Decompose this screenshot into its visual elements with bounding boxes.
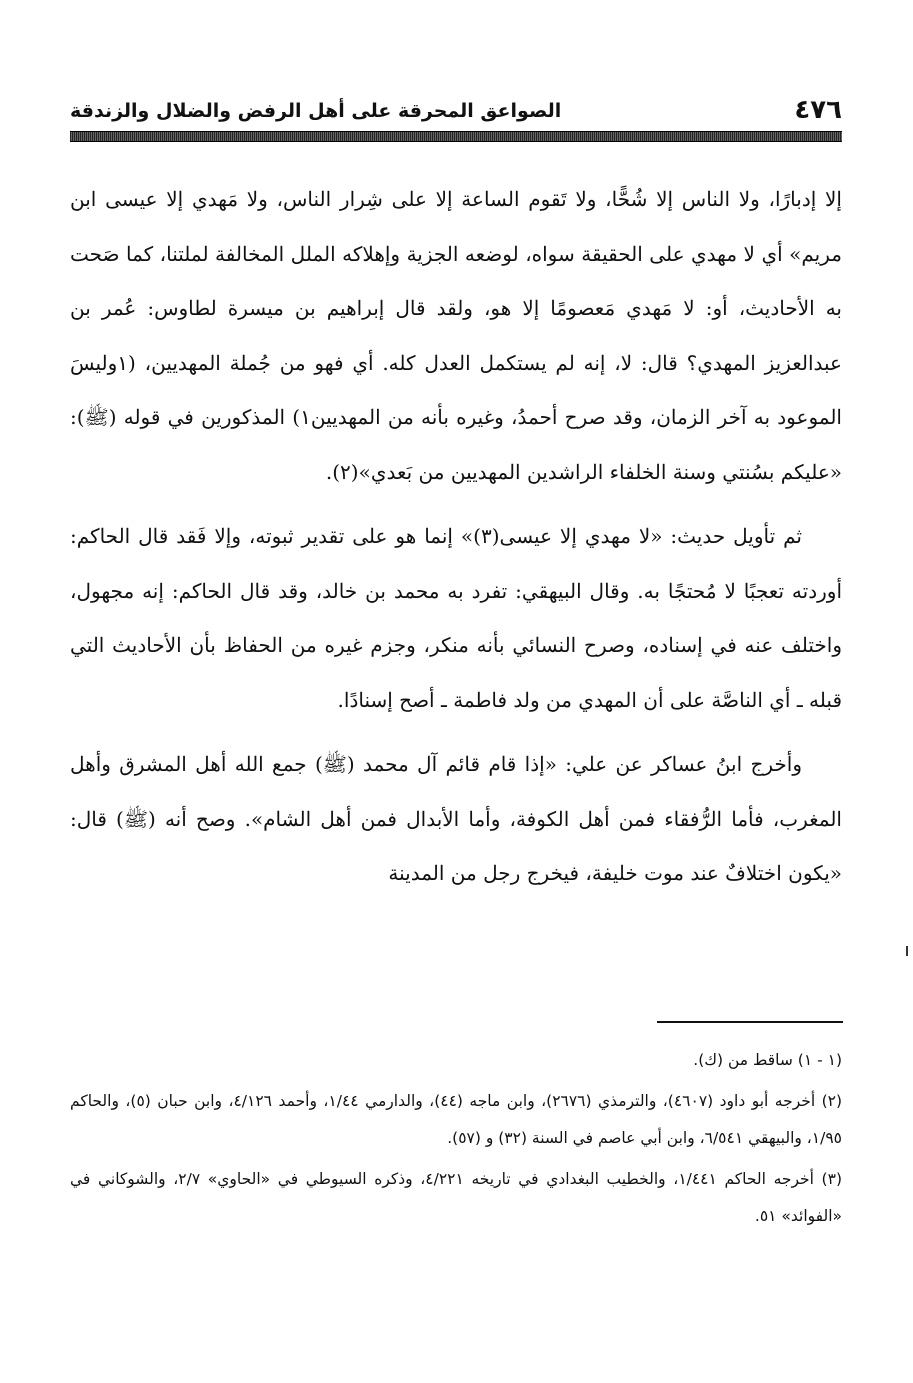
footnote-2: (٢) أخرجه أبو داود (٤٦٠٧)، والترمذي (٢٦٧٦)، وابن ماجه (٤٤)، والدارمي ١/٤٤، وأحمد ٤/١٢٦، وابن حبان (٥)، والحاكم ١/٩٥، والبيهقي ٦/٥٤١، وابن أبي عاصم في السنة (٣٢) و (٥٧). [70, 1092, 843, 1147]
body-text [70, 172, 842, 901]
footnote-3: (٣) أخرجه الحاكم ١/٤٤١، والخطيب البغدادي في تاريخه ٤/٢٢١، وذكره السيوطي في «الحاوي» ٢/٧، والشوكاني في «الفوائد» ٥١. [70, 1170, 842, 1225]
running-title: الصواعق المحرقة على أهل الرفض والضلال والزندقة [70, 100, 562, 122]
header-rule [70, 131, 842, 142]
footnote-1: (١ - ١) ساقط من (ك). [693, 1051, 842, 1069]
paragraph-2: ثم تأويل حديث: «لا مهدي إلا عيسى(٣)» إنما هو على تقدير ثبوته، وإلا فَقد قال الحاكم: أوردته تعجبًا لا مُحتجًا به. وقال البيهقي: تفرد به محمد بن خالد، وقد قال الحاكم: إنه مجهول، واختلف عنه في إسناده، وصرح النسائي بأنه منكر، وجزم غيره من الحفاظ بأن الأحاديث التي قبله ـ أي الناصَّة على أن المهدي من ولد فاطمة ـ أصح إسنادًا. [70, 524, 842, 712]
margin-mark [906, 946, 908, 956]
page-number: ٤٧٦ [794, 95, 842, 125]
footnote-rule [657, 1021, 843, 1023]
page-header [70, 80, 842, 130]
paragraph-1: إلا إدبارًا، ولا الناس إلا شُحًّا، ولا تَقوم الساعة إلا على شِرار الناس، ولا مَهدي إلا عيسى ابن مريم» أي لا مهدي على الحقيقة سواه، لوضعه الجزية وإهلاكه الملل المخالفة لملتنا، كما صَحت به الأحاديث، أو: لا مَهدي مَعصومًا إلا هو، ولقد قال إبراهيم بن ميسرة لطاوس: عُمر بن عبدالعزيز المهدي؟ قال: لا، إنه لم يستكمل العدل كله. أي فهو من جُملة المهديين، (١وليسَ الموعود به آخر الزمان، وقد صرح أحمدُ، وغيره بأنه من المهديين١) المذكورين في قوله (ﷺ): «عليكم بسُنتي وسنة الخلفاء الراشدين المهديين من بَعدي»(٢). [70, 187, 842, 484]
paragraph-3: وأخرج ابنُ عساكر عن علي: «إذا قام قائم آل محمد (ﷺ) جمع الله أهل المشرق وأهل المغرب، فأما الرُّفقاء فمن أهل الكوفة، وأما الأبدال فمن أهل الشام». وصح أنه (ﷺ) قال: «يكون اختلافٌ عند موت خليفة، فيخرج رجل من المدينة [70, 752, 842, 885]
footnotes [70, 1042, 842, 1239]
